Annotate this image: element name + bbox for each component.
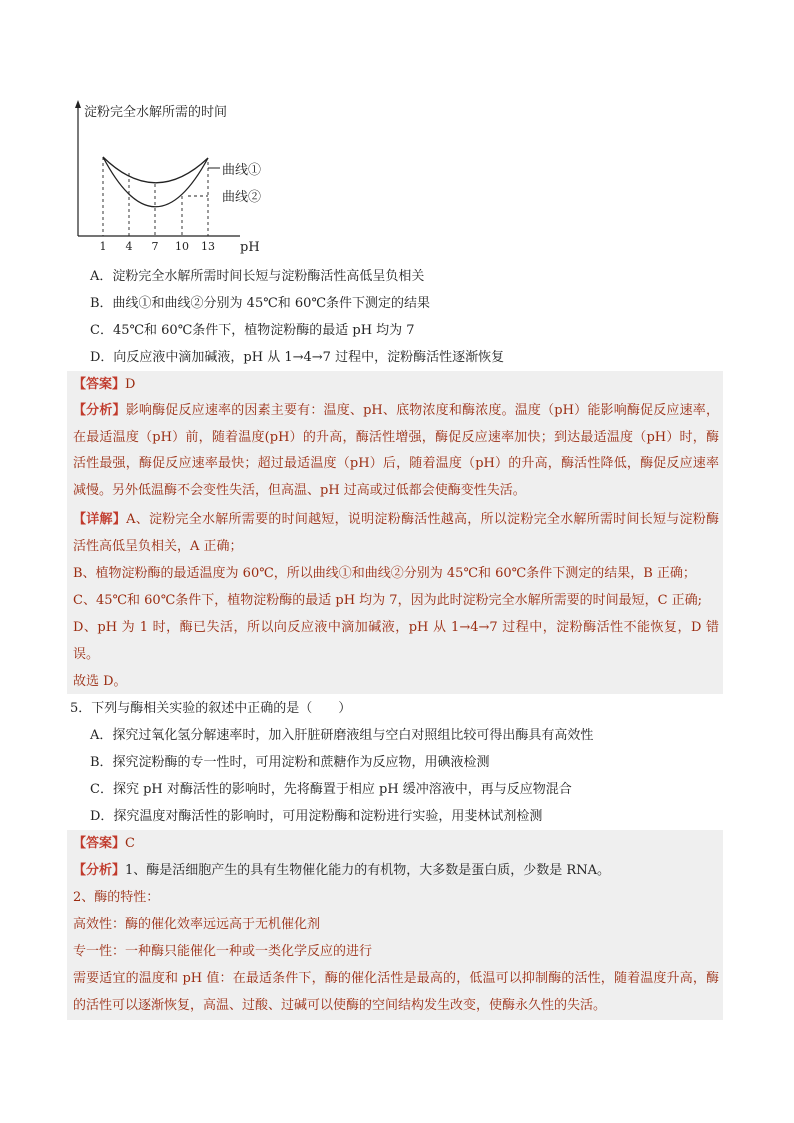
- q4-conclusion: 故选 D。: [73, 674, 127, 689]
- curve-2: [103, 157, 208, 207]
- tick-label: 13: [201, 240, 215, 253]
- ph-time-graph: [70, 96, 300, 260]
- tick-label: 4: [125, 240, 133, 253]
- q5-option-c: C．探究 pH 对酶活性的影响时，先将酶置于相应 pH 缓冲溶液中，再与反应物混合: [90, 782, 572, 797]
- graph-canvas: [70, 96, 300, 260]
- tick-label: 10: [175, 240, 189, 253]
- curve-1: [103, 157, 208, 183]
- q5-analysis-4: 专一性：一种酶只能催化一种或一类化学反应的进行: [73, 944, 373, 959]
- q5-analysis-2: 2、酶的特性：: [73, 890, 160, 905]
- q4-detail-d: D、pH 为 1 时，酶已失活，所以向反应液中滴加碱液，pH 从 1→4→7 过程中，淀粉酶活性不能恢复，D 错误。: [73, 620, 719, 662]
- q5-analysis-5: 需要适宜的温度和 pH 值：在最适条件下，酶的催化活性是最高的，低温可以抑制酶的活性，随着温度升高，酶的活性可以逐渐恢复，高温、过酸、过碱可以使酶的空间结构发生改变，使酶永久性的失活。: [73, 971, 719, 1013]
- q4-detail-a: [73, 507, 719, 560]
- q4-option-b: B．曲线①和曲线②分别为 45℃和 60℃条件下测定的结果: [90, 296, 430, 311]
- detail-tag: 【详解】: [73, 512, 127, 527]
- q4-option-d: D．向反应液中滴加碱液，pH 从 1→4→7 过程中，淀粉酶活性逐渐恢复: [90, 350, 505, 365]
- answer-value: D: [125, 377, 136, 392]
- analysis-text: 影响酶促反应速率的因素主要有：温度、pH、底物浓度和酶浓度。温度（pH）能影响酶促反应速率，在最适温度（pH）前，随着温度(pH）的升高，酶活性增强，酶促反应速率加快；到达最适温度（pH）时，酶活性最强，酶促反应速率最快；超过最适温度（pH）后，随着温度（pH）的升高，酶活性降低，酶促反应速率减慢。另外低温酶不会变性失活，但高温、pH 过高或过低都会使酶变性失活。: [73, 403, 719, 498]
- analysis-tag: 【分析】: [73, 403, 126, 418]
- answer-tag: 【答案】: [73, 377, 126, 392]
- q4-detail-b: B、植物淀粉酶的最适温度为 60℃，所以曲线①和曲线②分别为 45℃和 60℃条件下测定的结果，B 正确；: [73, 566, 696, 581]
- analysis-tag: 【分析】: [73, 863, 126, 878]
- q5-analysis-3: 高效性：酶的催化效率远远高于无机催化剂: [73, 917, 321, 932]
- q5-analysis: [73, 858, 719, 885]
- q5-stem: 5．下列与酶相关实验的叙述中正确的是（ ）: [70, 701, 352, 716]
- q5-option-d: D．探究温度对酶活性的影响时，可用淀粉酶和淀粉进行实验，用斐林试剂检测: [90, 809, 543, 824]
- q5-option-a: A．探究过氧化氢分解速率时，加入肝脏研磨液组与空白对照组比较可得出酶具有高效性: [90, 728, 594, 743]
- detail-a-text: A、淀粉完全水解所需要的时间越短，说明淀粉酶活性越高，所以淀粉完全水解所需时间长短与淀粉酶活性高低呈负相关，A 正确；: [73, 512, 719, 554]
- q4-detail-c: C、45℃和 60℃条件下，植物淀粉酶的最适 pH 均为 7，因为此时淀粉完全水解所需要的时间最短，C 正确;: [73, 593, 703, 608]
- analysis-text-1: 1、酶是活细胞产生的具有生物催化能力的有机物，大多数是蛋白质，少数是 RNA。: [125, 863, 610, 878]
- y-axis-arrow: [75, 100, 81, 108]
- q4-option-a: A．淀粉完全水解所需时间长短与淀粉酶活性高低呈负相关: [90, 269, 425, 284]
- tick-label: 7: [151, 240, 159, 253]
- q4-option-c: C．45℃和 60℃条件下，植物淀粉酶的最适 pH 均为 7: [90, 323, 415, 338]
- q5-answer: [73, 831, 719, 858]
- curve2-label: 曲线②: [222, 190, 262, 205]
- q4-analysis: [73, 398, 719, 504]
- x-axis-label: pH: [240, 240, 260, 255]
- q5-option-b: B．探究淀粉酶的专一性时，可用淀粉和蔗糖作为反应物，用碘液检测: [90, 755, 490, 770]
- curve1-label: 曲线①: [222, 163, 262, 178]
- y-axis-label: 淀粉完全水解所需的时间: [84, 105, 228, 120]
- tick-label: 1: [99, 240, 107, 253]
- answer-tag: 【答案】: [73, 836, 126, 851]
- q4-answer: [73, 372, 719, 399]
- answer-value: C: [125, 836, 135, 851]
